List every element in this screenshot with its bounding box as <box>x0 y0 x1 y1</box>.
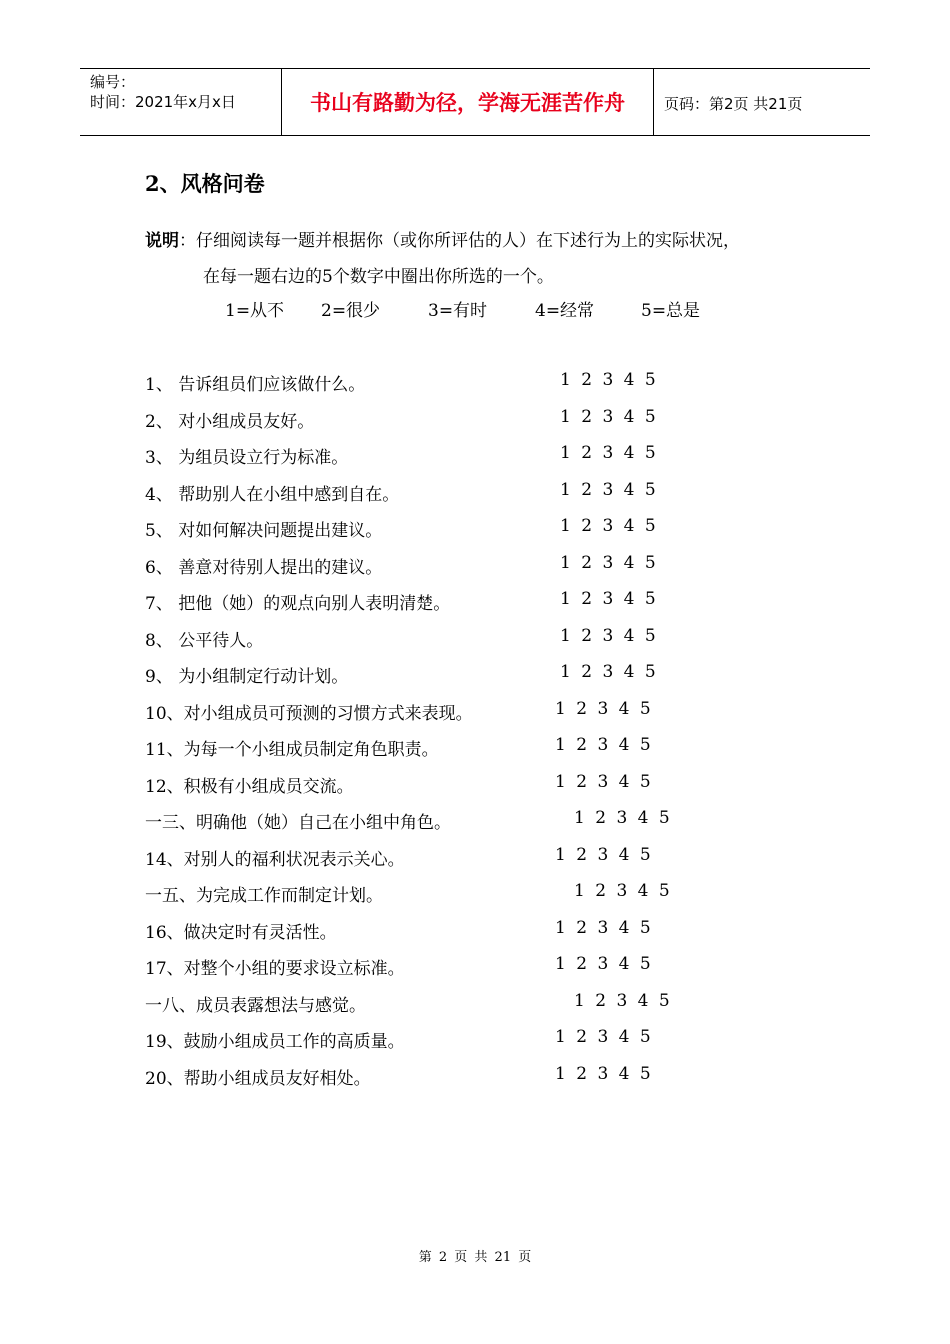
question-options[interactable]: 1 2 3 4 5 <box>555 772 652 792</box>
question-text: 11、为每一个小组成员制定角色职责。 <box>145 740 439 760</box>
question-text: 20、帮助小组成员友好相处。 <box>145 1069 371 1089</box>
header-page-info: 页码：第2页 共21页 <box>664 95 803 113</box>
question-text: 一八、成员表露想法与感觉。 <box>145 996 366 1016</box>
scale-item-4: 4=经常 <box>535 301 595 321</box>
scale-item-2: 2=很少 <box>321 301 381 321</box>
instructions-label: 说明 <box>145 231 179 251</box>
question-options[interactable]: 1 2 3 4 5 <box>560 626 657 646</box>
question-text: 4、 帮助别人在小组中感到自在。 <box>145 485 400 505</box>
instructions-line-2: 在每一题右边的5个数字中圈出你所选的一个。 <box>203 267 554 287</box>
question-text: 10、对小组成员可预测的习惯方式来表现。 <box>145 704 473 724</box>
header-date: 时间：2021年x月x日 <box>90 93 236 111</box>
question-options[interactable]: 1 2 3 4 5 <box>574 991 671 1011</box>
document-header <box>80 68 870 136</box>
question-text: 14、对别人的福利状况表示关心。 <box>145 850 405 870</box>
question-options[interactable]: 1 2 3 4 5 <box>560 553 657 573</box>
question-text: 19、鼓励小组成员工作的高质量。 <box>145 1032 405 1052</box>
question-options[interactable]: 1 2 3 4 5 <box>555 1027 652 1047</box>
question-options[interactable]: 1 2 3 4 5 <box>560 662 657 682</box>
header-meta <box>80 69 281 135</box>
instructions-line-1 <box>145 223 740 259</box>
scale-item-5: 5=总是 <box>641 301 701 321</box>
section-title: 2、风格问卷 <box>145 171 265 196</box>
instructions <box>145 223 740 295</box>
header-number-label: 编号： <box>90 73 136 91</box>
question-options[interactable]: 1 2 3 4 5 <box>560 443 657 463</box>
question-text: 6、 善意对待别人提出的建议。 <box>145 558 383 578</box>
question-options[interactable]: 1 2 3 4 5 <box>574 808 671 828</box>
question-text: 17、对整个小组的要求设立标准。 <box>145 959 405 979</box>
question-text: 16、做决定时有灵活性。 <box>145 923 337 943</box>
question-options[interactable]: 1 2 3 4 5 <box>555 735 652 755</box>
question-text: 12、积极有小组成员交流。 <box>145 777 354 797</box>
question-text: 9、 为小组制定行动计划。 <box>145 667 349 687</box>
question-options[interactable]: 1 2 3 4 5 <box>574 881 671 901</box>
question-options[interactable]: 1 2 3 4 5 <box>560 589 657 609</box>
question-text: 8、 公平待人。 <box>145 631 264 651</box>
question-options[interactable]: 1 2 3 4 5 <box>555 845 652 865</box>
question-options[interactable]: 1 2 3 4 5 <box>555 1064 652 1084</box>
header-motto: 书山有路勤为径，学海无涯苦作舟 <box>281 69 654 135</box>
question-text: 5、 对如何解决问题提出建议。 <box>145 521 383 541</box>
question-text: 2、 对小组成员友好。 <box>145 412 315 432</box>
question-options[interactable]: 1 2 3 4 5 <box>555 954 652 974</box>
question-options[interactable]: 1 2 3 4 5 <box>555 699 652 719</box>
question-options[interactable]: 1 2 3 4 5 <box>560 516 657 536</box>
question-text: 一三、明确他（她）自己在小组中角色。 <box>145 813 451 833</box>
question-options[interactable]: 1 2 3 4 5 <box>560 370 657 390</box>
question-text: 1、 告诉组员们应该做什么。 <box>145 375 366 395</box>
scale-item-1: 1=从不 <box>225 301 285 321</box>
question-text: 7、 把他（她）的观点向别人表明清楚。 <box>145 594 451 614</box>
page-footer: 第 2 页 共 21 页 <box>418 1250 532 1265</box>
instructions-text: ：仔细阅读每一题并根据你（或你所评估的人）在下述行为上的实际状况， <box>179 231 740 251</box>
question-options[interactable]: 1 2 3 4 5 <box>560 407 657 427</box>
question-options[interactable]: 1 2 3 4 5 <box>555 918 652 938</box>
question-text: 3、 为组员设立行为标准。 <box>145 448 349 468</box>
scale-item-3: 3=有时 <box>428 301 488 321</box>
question-options[interactable]: 1 2 3 4 5 <box>560 480 657 500</box>
question-text: 一五、为完成工作而制定计划。 <box>145 886 383 906</box>
